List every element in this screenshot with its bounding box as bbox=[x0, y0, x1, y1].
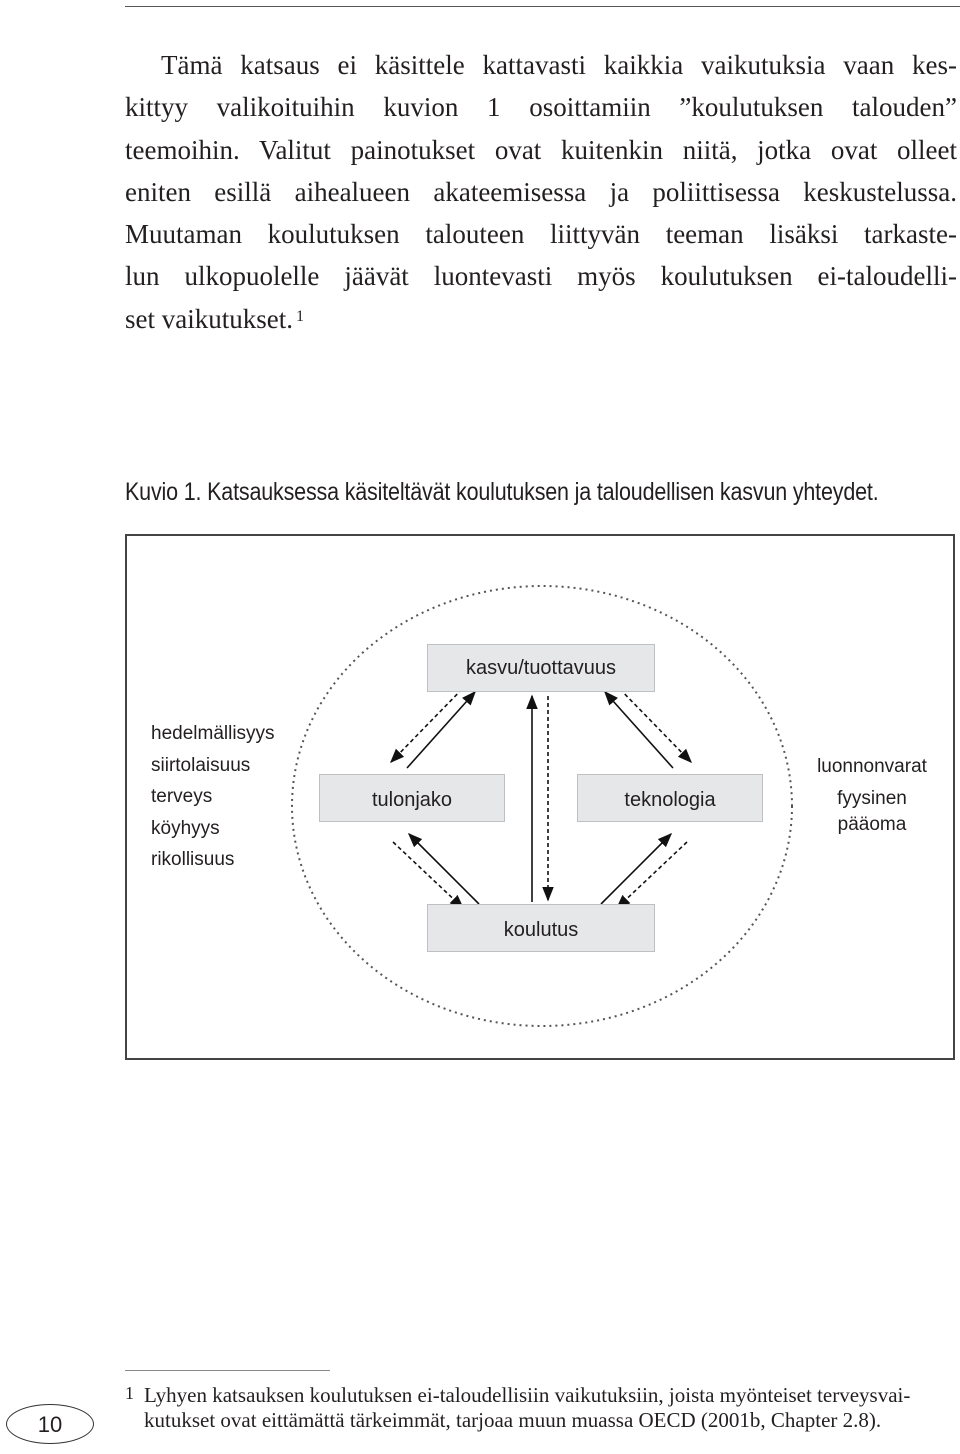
left-factor-item: hedelmällisyys bbox=[151, 723, 275, 744]
left-factor-list bbox=[151, 718, 275, 876]
left-factor-item: rikollisuus bbox=[151, 849, 235, 870]
arrow-left-to-top bbox=[407, 692, 475, 768]
body-line: kittyy valikoituihin kuvion 1 osoittamiin ”koulutuksen talouden” bbox=[125, 92, 957, 123]
node-tulonjako bbox=[319, 774, 505, 822]
page-number: 10 bbox=[6, 1404, 94, 1444]
node-label: koulutus bbox=[503, 919, 579, 941]
figure-caption: Kuvio 1. Katsauksessa käsiteltävät koulutuksen ja taloudellisen kasvun yhteydet. bbox=[125, 478, 879, 506]
footnote-number: 1 bbox=[125, 1383, 134, 1403]
node-label: teknologia bbox=[624, 789, 716, 811]
right-factor-item: fyysinen bbox=[837, 788, 907, 809]
node-label: tulonjako bbox=[371, 789, 453, 811]
footnote-line: Lyhyen katsauksen koulutuksen ei-taloudellisiin vaikutuksiin, joista myönteiset terveysvai- bbox=[144, 1383, 911, 1407]
arrow-top-to-left-dashed bbox=[391, 684, 467, 762]
node-kasvu-tuottavuus bbox=[427, 644, 655, 692]
arrow-bottom-to-right bbox=[601, 834, 671, 904]
arrow-bottom-to-left bbox=[409, 834, 479, 904]
body-line: lun ulkopuolelle jäävät luontevasti myös koulutuksen ei-taloudelli- bbox=[125, 261, 957, 292]
node-koulutus bbox=[427, 904, 655, 952]
arrow-right-to-top bbox=[605, 692, 673, 768]
arrow-top-to-right-dashed bbox=[615, 684, 691, 762]
right-factor-list bbox=[807, 754, 937, 838]
left-factor-item: siirtolaisuus bbox=[151, 754, 251, 776]
body-line: Tämä katsaus ei käsittele kattavasti kaikkia vaikutuksia vaan kes- bbox=[161, 50, 957, 80]
body-line: set vaikutukset. bbox=[125, 303, 293, 334]
footnote-rule bbox=[125, 1370, 330, 1371]
body-line: Muutaman koulutuksen talouteen liittyvän teeman lisäksi tarkaste- bbox=[125, 219, 957, 250]
node-label: kasvu/tuottavuus bbox=[465, 657, 617, 679]
body-line-last bbox=[125, 298, 957, 340]
left-factor-item: terveys bbox=[151, 786, 213, 807]
footnote-line: kutukset ovat eittämättä tärkeimmät, tarjoaa muun muassa OECD (2001b, Chapter 2.8). bbox=[144, 1408, 882, 1432]
body-paragraph bbox=[125, 44, 957, 340]
node-teknologia bbox=[577, 774, 763, 822]
right-factor-item: luonnonvarat bbox=[817, 756, 927, 777]
left-factor-item: köyhyys bbox=[151, 817, 220, 839]
right-factor-item: pääoma bbox=[837, 814, 907, 835]
body-line: teemoihin. Valitut painotukset ovat kuitenkin niitä, jotka ovat olleet bbox=[125, 134, 957, 165]
body-line: eniten esillä aihealueen akateemisessa ja poliittisessa keskustelussa. bbox=[125, 176, 957, 207]
top-rule bbox=[125, 6, 960, 7]
figure-frame bbox=[125, 534, 955, 1060]
footnote-reference[interactable]: 1 bbox=[295, 307, 304, 325]
